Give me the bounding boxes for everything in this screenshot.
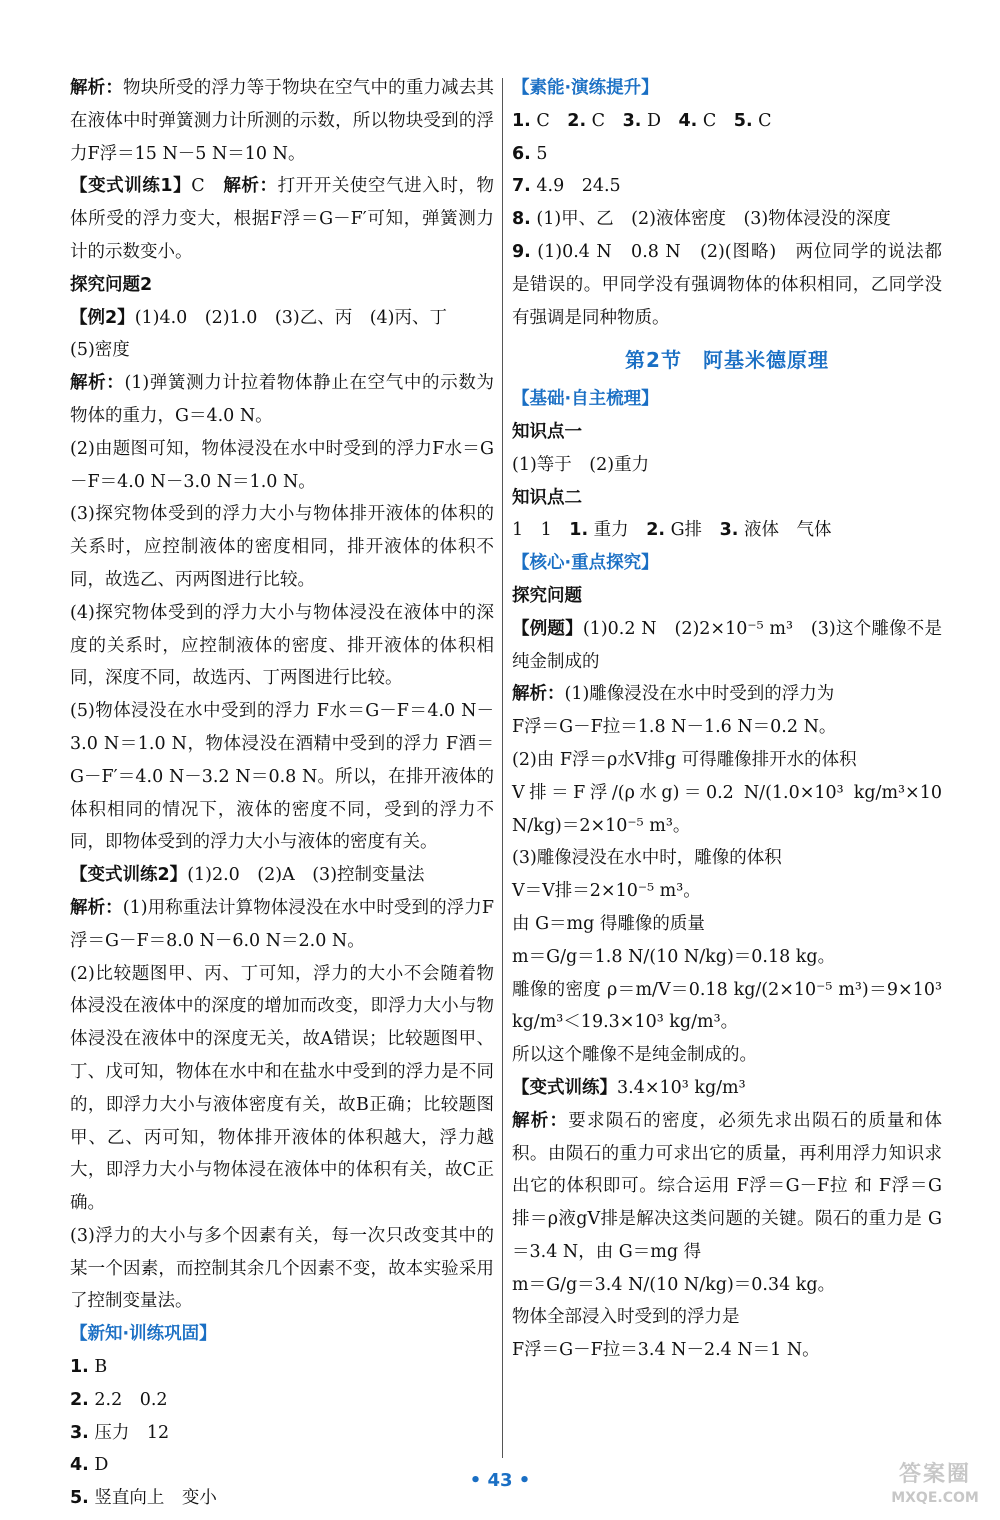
body-text: C (752, 110, 772, 131)
watermark-url: MXQE.COM (891, 1490, 979, 1506)
text-paragraph (70, 597, 494, 695)
text-paragraph (512, 744, 942, 777)
label-text: 2. (567, 110, 587, 131)
body-text: 压力 12 (88, 1422, 170, 1443)
body-text: 重力 (588, 520, 647, 541)
label-text: 6. (512, 143, 531, 164)
label-text: 解析： (223, 176, 278, 197)
column-divider (502, 78, 503, 1458)
label-text: 1. (512, 110, 531, 131)
label-text: 3. (622, 110, 642, 131)
body-text: m＝G/g＝1.8 N/(10 N/kg)＝0.18 kg。 (512, 946, 836, 967)
text-paragraph (512, 138, 942, 171)
text-paragraph (512, 777, 942, 843)
body-text: m＝G/g＝3.4 N/(10 N/kg)＝0.34 kg。 (512, 1274, 836, 1295)
label-text: 解析： (70, 78, 124, 98)
text-paragraph (70, 892, 494, 958)
body-text: (2)比较题图甲、丙、丁可知，浮力的大小不会随着物体浸没在液体中的深度的增加而改变，即浮力大小与物体浸没在液体中的深度无关，故A错误；比较题图甲、丁、戊可知，物体在水中和在盐水中受到的浮力是不同的，即浮力大小与液体密度有关，故B正确；比较题图甲、乙、丙可知，物体排开液体的体积越大，浮力越大，即浮力大小与物体浸在液体中的体积有关，故C正确。 (70, 963, 494, 1214)
body-text: (2)由题图可知，物体浸没在水中时受到的浮力F水＝G－F＝4.0 N－3.0 N＝1.0 N。 (70, 438, 494, 492)
text-paragraph (70, 302, 494, 335)
label-text: 知识点二 (512, 487, 582, 508)
body-text: (1)甲、乙 (2)液体密度 (3)物体浸没的深度 (530, 209, 891, 230)
body-text: 打开开关使空气进入时，物体所受的浮力变大，根据F浮＝G－F′可知，弹簧测力计的示数变小。 (70, 176, 495, 262)
text-paragraph (512, 941, 942, 974)
body-text: (1)0.4 N 0.8 N (2)(图略) 两位同学的说法都是错误的。甲同学没有强调物体的体积相同，乙同学没有强调是同种物质。 (512, 241, 942, 328)
body-text: (1)用称重法计算物体浸没在水中时受到的浮力F浮＝G－F＝8.0 N－6.0 N＝2.0 N。 (70, 897, 495, 951)
body-text: V＝V排＝2×10⁻⁵ m³。 (512, 881, 701, 902)
text-paragraph (70, 433, 494, 499)
section-heading: 【基础·自主梳理】 (512, 389, 659, 410)
body-text: C (586, 110, 623, 131)
text-paragraph (70, 1351, 494, 1384)
body-text: V排＝F浮/(ρ水g)＝0.2 N/(1.0×10³ kg/m³×10 N/kg)＝2×10⁻⁵ m³。 (512, 782, 942, 836)
label-text: 2. (646, 520, 666, 541)
body-text: 雕像的密度 ρ＝m/V＝0.18 kg/(2×10⁻⁵ m³)＝9×10³ kg/m³＜19.3×10³ kg/m³。 (512, 979, 942, 1033)
text-paragraph (512, 711, 942, 744)
body-text: (1)4.0 (2)1.0 (3)乙、丙 (4)丙、丁 (134, 307, 448, 328)
text-paragraph (512, 875, 942, 908)
text-paragraph (512, 416, 942, 449)
label-text: 4. (70, 1455, 89, 1476)
body-text: (1)等于 (2)重力 (512, 454, 650, 475)
label-text: 解析： (70, 373, 125, 394)
body-text: (3)探究物体受到的浮力大小与物体排开液体的体积的关系时，应控制液体的密度相同，排开液体的体积不同，故选乙、丙两图进行比较。 (70, 504, 494, 590)
right-column (512, 72, 942, 1367)
text-paragraph (70, 498, 494, 596)
body-text: C (191, 176, 224, 197)
text-paragraph (512, 170, 942, 203)
text-paragraph (512, 1105, 942, 1269)
text-paragraph (512, 105, 942, 138)
text-paragraph (512, 482, 942, 515)
body-text: G排 (665, 520, 720, 541)
body-text: 由 G＝mg 得雕像的质量 (512, 913, 705, 934)
body-text: 液体 气体 (738, 520, 832, 541)
text-paragraph (70, 269, 494, 302)
body-text: C (530, 110, 568, 131)
text-paragraph (512, 449, 942, 482)
body-text: 要求陨石的密度，必须先求出陨石的质量和体积。由陨石的重力可求出它的质量，再利用浮力知识求出它的体积即可。综合运用 F浮＝G－F拉 和 F浮＝G排＝ρ液gV排是解决这类问题的关键。陨石的重力是 G＝3.4 N，由 G＝mg 得 (512, 1110, 942, 1262)
text-paragraph (512, 1072, 942, 1105)
text-paragraph (512, 236, 942, 334)
text-paragraph (512, 1301, 942, 1334)
text-paragraph (70, 1417, 494, 1450)
body-text: 竖直向上 变小 (88, 1488, 217, 1509)
label-text: 3. (70, 1422, 89, 1443)
label-text: 9. (512, 241, 531, 262)
label-text: 解析： (70, 897, 123, 918)
label-text: 【变式训练2】 (70, 865, 188, 886)
text-paragraph (512, 1269, 942, 1302)
label-text: 解析： (512, 684, 565, 705)
label-text: 8. (512, 209, 531, 230)
body-text: (3)雕像浸没在水中时，雕像的体积 (512, 848, 782, 869)
text-paragraph (70, 859, 494, 892)
text-paragraph (512, 383, 942, 416)
body-text: 5 (530, 143, 548, 164)
body-text: C (697, 110, 734, 131)
text-paragraph (70, 170, 494, 268)
body-text: (4)探究物体受到的浮力大小与物体浸没在液体中的深度的关系时，应控制液体的密度、排开液体的体积相同，深度不同，故选丙、丁两图进行比较。 (70, 602, 494, 689)
text-paragraph (70, 1384, 494, 1417)
page-number: • 43 • (469, 1470, 531, 1491)
text-paragraph (70, 695, 494, 859)
label-text: 探究问题 (512, 585, 582, 606)
body-text: (1)0.2 N (2)2×10⁻⁵ m³ (3)这个雕像不是纯金制成的 (512, 618, 942, 672)
label-text: 【例题】 (512, 618, 583, 639)
label-text: 【变式训练1】 (70, 176, 192, 197)
label-text: 5. (733, 110, 753, 131)
label-text: 7. (512, 176, 531, 197)
section-heading: 【核心·重点探究】 (512, 553, 659, 574)
section-heading: 【素能·演练提升】 (512, 78, 659, 98)
text-paragraph (512, 678, 942, 711)
body-text: (3)浮力的大小与多个因素有关，每一次只改变其中的某一个因素，而控制其余几个因素不变，故本实验采用了控制变量法。 (70, 1225, 494, 1312)
body-text: 物体全部浸入时受到的浮力是 (512, 1307, 740, 1328)
label-text: 【例2】 (70, 307, 135, 328)
body-text: F浮＝G－F拉＝1.8 N－1.6 N＝0.2 N。 (512, 717, 837, 738)
text-paragraph (70, 72, 494, 170)
label-text: 5. (70, 1488, 89, 1509)
left-column (70, 72, 494, 1515)
body-text: (5)密度 (70, 340, 130, 361)
label-text: 2. (70, 1389, 89, 1410)
section-title: 第2节 阿基米德原理 (625, 348, 829, 373)
body-text: 2.2 0.2 (88, 1389, 168, 1410)
text-paragraph (512, 613, 942, 679)
text-paragraph (512, 547, 942, 580)
text-paragraph (512, 974, 942, 1040)
text-paragraph (512, 908, 942, 941)
body-text: D (641, 110, 679, 131)
section-heading: 【新知·训练巩固】 (70, 1324, 217, 1345)
body-text: (1)弹簧测力计拉着物体静止在空气中的示数为物体的重力，G＝4.0 N。 (70, 373, 494, 426)
text-paragraph (512, 203, 942, 236)
text-paragraph (70, 1220, 494, 1318)
label-text: 4. (678, 110, 698, 131)
body-text: 4.9 24.5 (530, 176, 621, 197)
text-paragraph (70, 367, 494, 433)
label-text: 探究问题2 (70, 274, 153, 295)
body-text: B (88, 1357, 108, 1378)
text-paragraph (512, 580, 942, 613)
body-text: (1)雕像浸没在水中时受到的浮力为 (564, 684, 835, 705)
label-text: 【变式训练】 (512, 1077, 617, 1098)
text-paragraph (70, 1318, 494, 1351)
text-paragraph (70, 958, 494, 1220)
body-text: 1 1 (512, 520, 570, 541)
label-text: 1. (70, 1357, 89, 1378)
body-text: 物块所受的浮力等于物块在空气中的重力减去其在液体中时弹簧测力计所测的示数，所以物块受到的浮力F浮＝15 N－5 N＝10 N。 (70, 78, 495, 164)
label-text: 3. (719, 520, 739, 541)
label-text: 知识点一 (512, 421, 582, 442)
body-text: 3.4×10³ kg/m³ (617, 1077, 746, 1098)
text-paragraph (512, 72, 942, 105)
body-text: (5)物体浸没在水中受到的浮力 F水＝G－F＝4.0 N－3.0 N＝1.0 N，物体浸没在酒精中受到的浮力 F酒＝G－F′＝4.0 N－3.2 N＝0.8 N。所以，在排开液体的体积相同的情况下，液体的密度不同，受到的浮力不同，即物体受到的浮力大小与液体的密度有关。 (70, 701, 494, 853)
watermark-text: 答案圈 (898, 1462, 971, 1487)
body-text: 所以这个雕像不是纯金制成的。 (512, 1045, 757, 1066)
text-paragraph (512, 514, 942, 547)
watermark-logo (880, 1462, 990, 1514)
body-text: (1)2.0 (2)A (3)控制变量法 (187, 865, 425, 886)
body-text: F浮＝G－F拉＝3.4 N－2.4 N＝1 N。 (512, 1340, 820, 1361)
text-paragraph (70, 334, 494, 367)
text-paragraph (512, 1334, 942, 1367)
label-text: 解析： (512, 1110, 569, 1131)
text-paragraph (512, 842, 942, 875)
label-text: 1. (569, 520, 589, 541)
body-text: D (88, 1455, 109, 1476)
text-paragraph (512, 1039, 942, 1072)
body-text: (2)由 F浮＝ρ水V排g 可得雕像排开水的体积 (512, 749, 857, 770)
